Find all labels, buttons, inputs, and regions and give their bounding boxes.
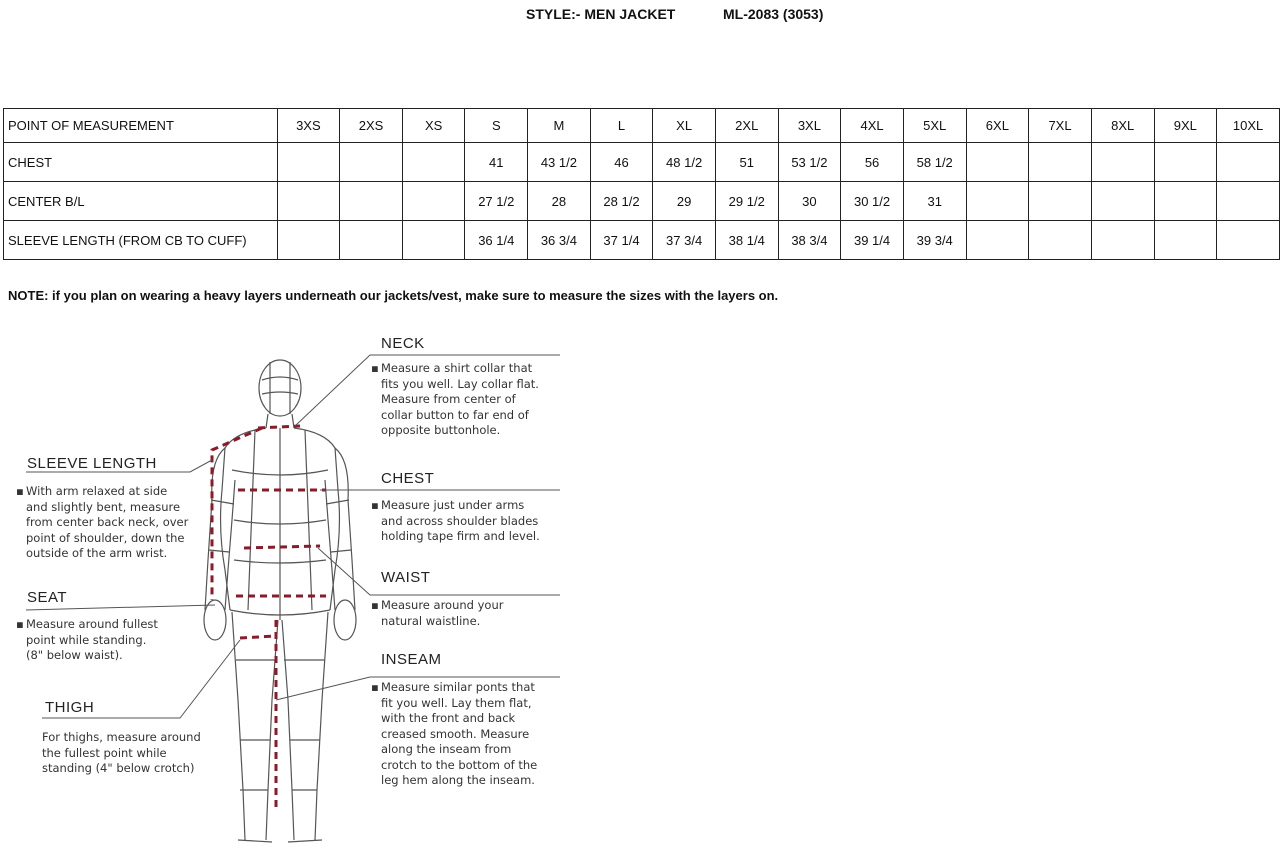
- header-cell: 8XL: [1091, 109, 1154, 143]
- table-cell: [340, 221, 403, 260]
- seat-title: SEAT: [27, 589, 68, 606]
- sleeve-line: outside of the arm wrist.: [26, 546, 168, 560]
- table-cell: 37 3/4: [653, 221, 716, 260]
- table-cell: [402, 143, 465, 182]
- header-cell: 4XL: [841, 109, 904, 143]
- thigh-line: standing (4" below crotch): [42, 761, 195, 775]
- table-cell: 36 3/4: [528, 221, 591, 260]
- waist-tape: [244, 546, 320, 548]
- table-cell: 46: [590, 143, 653, 182]
- table-cell: 39 3/4: [903, 221, 966, 260]
- seat-description: [16, 617, 158, 664]
- table-cell: [966, 221, 1029, 260]
- neck-line: ▪ Measure a shirt collar that: [371, 361, 533, 375]
- seat-line: ▪ Measure around fullest: [16, 617, 158, 631]
- chest-line: ▪ Measure just under arms: [371, 498, 525, 512]
- table-cell: [1029, 221, 1092, 260]
- inseam-line: fit you well. Lay them flat,: [381, 695, 532, 710]
- sleeve-title: SLEEVE LENGTH: [27, 455, 157, 472]
- chest-title: CHEST: [381, 470, 435, 487]
- table-cell: [402, 182, 465, 221]
- neck-title: NECK: [381, 335, 425, 352]
- thigh-tape: [240, 636, 276, 638]
- table-cell: [1091, 143, 1154, 182]
- header-cell: 9XL: [1154, 109, 1217, 143]
- table-cell: 28 1/2: [590, 182, 653, 221]
- table-cell: [277, 143, 340, 182]
- table-row: [4, 221, 1280, 260]
- waist-line: ▪ Measure around your: [371, 598, 504, 612]
- table-cell: [966, 182, 1029, 221]
- table-cell: 48 1/2: [653, 143, 716, 182]
- inseam-line: leg hem along the inseam.: [381, 773, 535, 787]
- table-cell: [277, 221, 340, 260]
- table-cell: [1154, 143, 1217, 182]
- inseam-description: [371, 680, 537, 789]
- table-cell: 29: [653, 182, 716, 221]
- table-cell: 31: [903, 182, 966, 221]
- waist-line: natural waistline.: [381, 613, 481, 628]
- table-header-row: [4, 109, 1280, 143]
- thigh-description: [42, 730, 201, 777]
- seat-line: point while standing.: [26, 632, 147, 647]
- thigh-line: For thighs, measure around: [42, 730, 201, 744]
- inseam-line: ▪ Measure similar ponts that: [371, 680, 535, 694]
- table-row: [4, 182, 1280, 221]
- table-cell: 53 1/2: [778, 143, 841, 182]
- table-cell: 30 1/2: [841, 182, 904, 221]
- inseam-line: crotch to the bottom of the: [381, 757, 538, 772]
- table-cell: [1029, 143, 1092, 182]
- thigh-title: THIGH: [45, 699, 95, 716]
- style-code: ML-2083 (3053): [723, 6, 824, 22]
- header-cell: 7XL: [1029, 109, 1092, 143]
- table-cell: CENTER B/L: [4, 182, 278, 221]
- neck-line: collar button to far end of: [381, 407, 529, 422]
- table-row: [4, 143, 1280, 182]
- sleeve-line: ▪ With arm relaxed at side: [16, 484, 168, 498]
- table-cell: [1217, 221, 1280, 260]
- table-cell: [1217, 182, 1280, 221]
- thigh-line: the fullest point while: [42, 745, 167, 760]
- header-cell: S: [465, 109, 528, 143]
- measurement-tapes: [212, 426, 326, 810]
- table-cell: [277, 182, 340, 221]
- table-cell: 38 1/4: [715, 221, 778, 260]
- sleeve-line: point of shoulder, down the: [26, 530, 185, 545]
- table-cell: 38 3/4: [778, 221, 841, 260]
- table-cell: [340, 182, 403, 221]
- header-cell: 2XS: [340, 109, 403, 143]
- seat-line: (8" below waist).: [26, 648, 123, 662]
- waist-description: [371, 598, 503, 629]
- table-cell: 28: [528, 182, 591, 221]
- table-cell: [1029, 182, 1092, 221]
- body-outline: [204, 360, 356, 842]
- sleeve-line: and slightly bent, measure: [26, 499, 181, 514]
- chest-line: and across shoulder blades: [381, 513, 539, 528]
- inseam-line: along the inseam from: [381, 742, 512, 756]
- table-cell: [966, 143, 1029, 182]
- table-cell: [1154, 182, 1217, 221]
- header-cell: 3XL: [778, 109, 841, 143]
- neck-description: [371, 361, 539, 439]
- table-cell: 29 1/2: [715, 182, 778, 221]
- sleeve-description: [16, 484, 188, 562]
- header-cell: POINT OF MEASUREMENT: [4, 109, 278, 143]
- sizing-note: NOTE: if you plan on wearing a heavy layers underneath our jackets/vest, make sure to measure the sizes with the layers on.: [8, 288, 779, 303]
- table-cell: [1217, 143, 1280, 182]
- header-cell: XS: [402, 109, 465, 143]
- table-cell: 51: [715, 143, 778, 182]
- header-cell: 10XL: [1217, 109, 1280, 143]
- neck-line: Measure from center of: [381, 392, 516, 406]
- table-cell: 30: [778, 182, 841, 221]
- inseam-title: INSEAM: [381, 651, 442, 668]
- table-cell: 36 1/4: [465, 221, 528, 260]
- table-cell: SLEEVE LENGTH (FROM CB TO CUFF): [4, 221, 278, 260]
- sleeve-line: from center back neck, over: [26, 515, 189, 529]
- inseam-line: creased smooth. Measure: [381, 726, 530, 741]
- header-cell: 2XL: [715, 109, 778, 143]
- chest-line: holding tape firm and level.: [381, 529, 540, 543]
- table-cell: [1154, 221, 1217, 260]
- table-cell: 58 1/2: [903, 143, 966, 182]
- table-cell: [1091, 182, 1154, 221]
- header-cell: 6XL: [966, 109, 1029, 143]
- table-cell: 27 1/2: [465, 182, 528, 221]
- waist-title: WAIST: [381, 569, 431, 586]
- table-cell: CHEST: [4, 143, 278, 182]
- style-name: STYLE:- MEN JACKET: [526, 6, 676, 22]
- table-cell: [1091, 221, 1154, 260]
- table-cell: 39 1/4: [841, 221, 904, 260]
- table-cell: 41: [465, 143, 528, 182]
- header-cell: 3XS: [277, 109, 340, 143]
- table-cell: [340, 143, 403, 182]
- neck-line: opposite buttonhole.: [381, 423, 501, 437]
- table-cell: 43 1/2: [528, 143, 591, 182]
- inseam-line: with the front and back: [381, 711, 516, 725]
- header-cell: 5XL: [903, 109, 966, 143]
- header-cell: L: [590, 109, 653, 143]
- header-cell: XL: [653, 109, 716, 143]
- table-cell: [402, 221, 465, 260]
- chest-description: [371, 498, 540, 545]
- table-cell: 37 1/4: [590, 221, 653, 260]
- header-cell: M: [528, 109, 591, 143]
- size-chart-table: [3, 108, 1280, 260]
- neck-line: fits you well. Lay collar flat.: [381, 376, 539, 391]
- table-cell: 56: [841, 143, 904, 182]
